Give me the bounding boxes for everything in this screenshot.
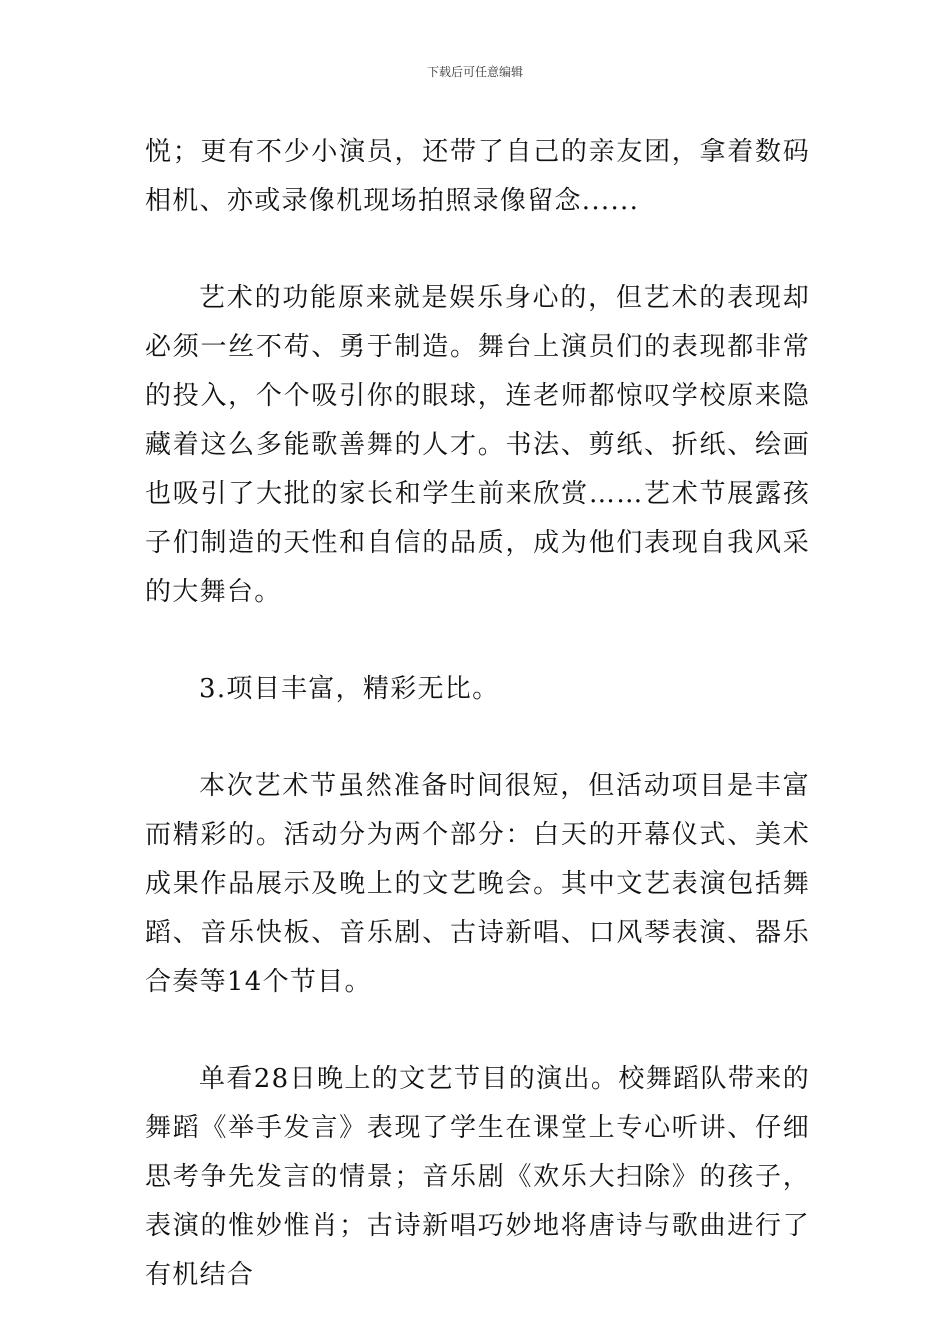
paragraph-1: 悦；更有不少小演员，还带了自己的亲友团，拿着数码相机、亦或录像机现场拍照录像留念...... [145,137,810,216]
paragraph-3: 本次艺术节虽然准备时间很短，但活动项目是丰富而精彩的。活动分为两个部分：白天的开幕仪式、美术成果作品展示及晚上的文艺晚会。其中文艺表演包括舞蹈、音乐快板、音乐剧、古诗新唱、口风琴表演、器乐合奏等14个节目。 [145,771,810,997]
paragraph-spacer [145,226,810,274]
page-header: 下载后可任意编辑 [426,65,523,79]
paragraph-2: 艺术的功能原来就是娱乐身心的，但艺术的表现却必须一丝不苟、勇于制造。舞台上演员们的表现都非常的投入，个个吸引你的眼球，连老师都惊叹学校原来隐藏着这么多能歌善舞的人才。书法、剪纸、折纸、绘画也吸引了大批的家长和学生前来欣赏……艺术节展露孩子们制造的天性和自信的品质，成为他们表现自我风采的大舞台。 [145,283,810,607]
section-heading: 3.项目丰富，精彩无比。 [199,674,500,704]
paragraph-spacer [145,714,810,762]
paragraph-spacer [145,1007,810,1055]
document-body [145,128,810,1300]
paragraph-4: 单看28日晚上的文艺节目的演出。校舞蹈队带来的舞蹈《举手发言》表现了学生在课堂上专心听讲、仔细思考争先发言的情景；音乐剧《欢乐大扫除》的孩子，表演的惟妙惟肖；古诗新唱巧妙地将唐诗与歌曲进行了有机结合 [145,1064,810,1290]
paragraph-spacer [145,617,810,665]
